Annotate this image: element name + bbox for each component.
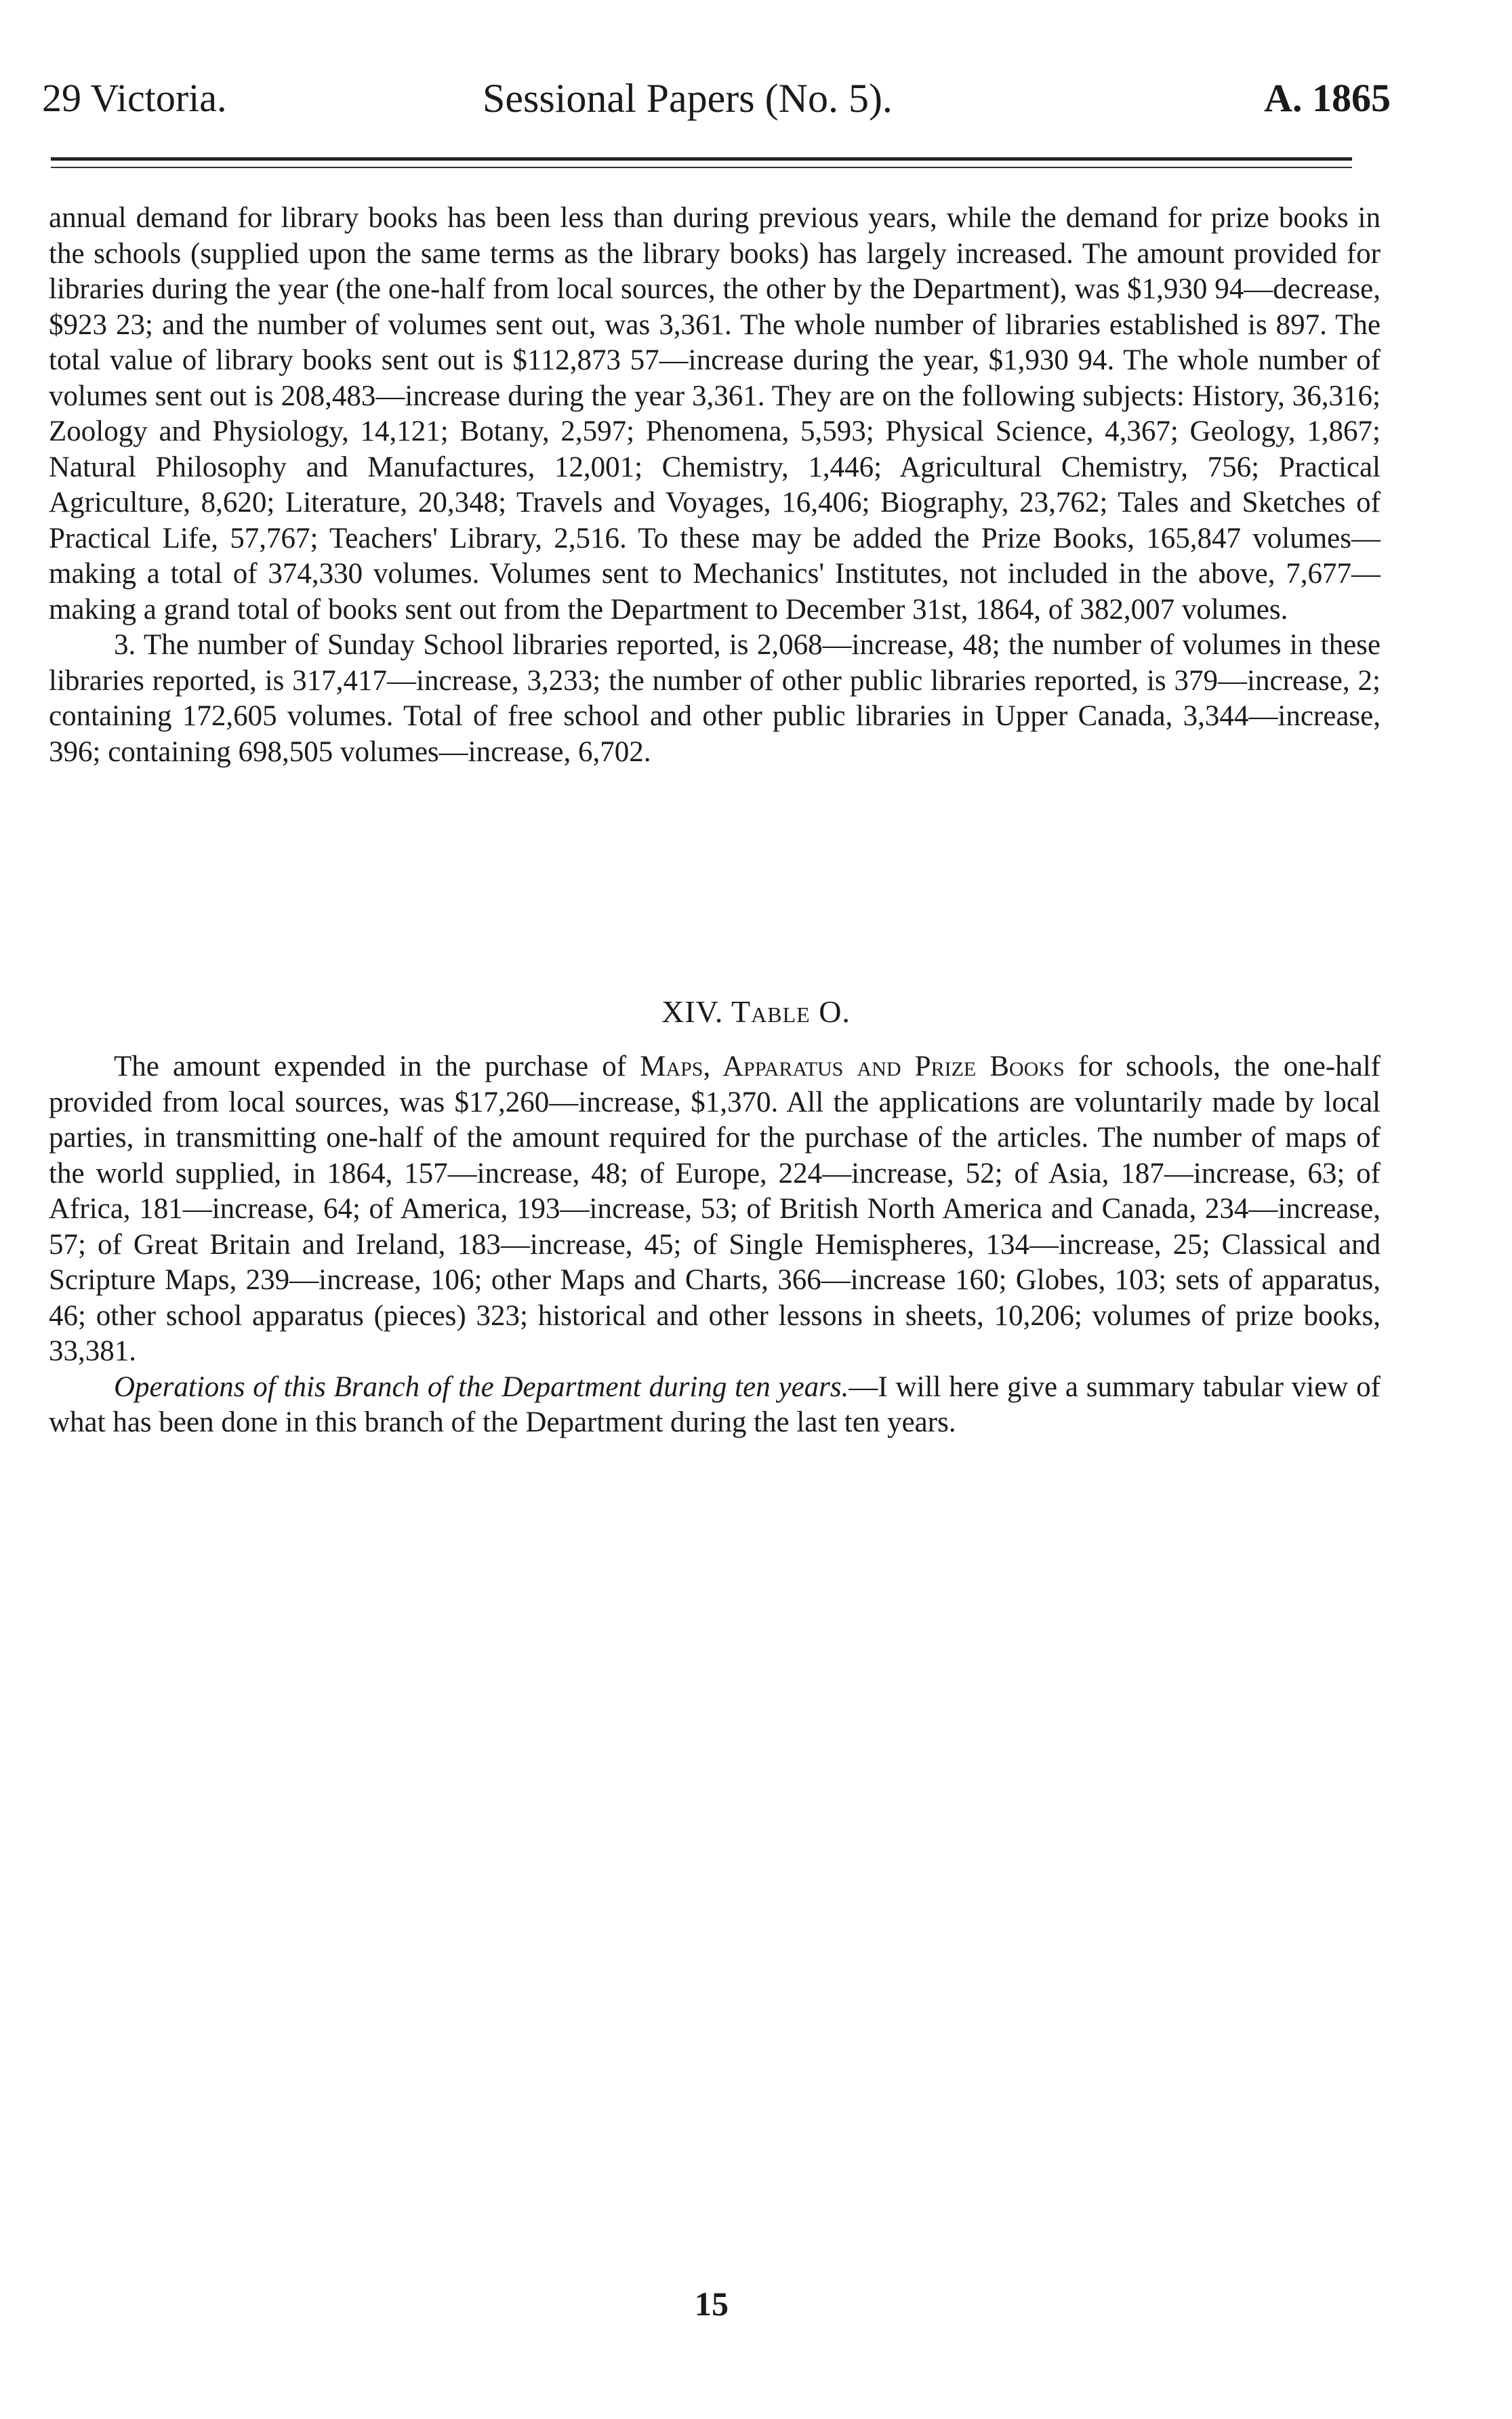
paragraph-sunday-school-libraries: 3. The number of Sunday School libraries reported, is 2,068—increase, 48; the number of volumes in these libraries reported, is 317,417—increase, 3,233; the number of other public libraries reported, is 379—increase, 2; containing 172,605 volumes. Total of free school and other public libraries in Upper Canada, 3,344—increase, 396; containing 698,505 volumes—increase, 6,702. xyxy=(49,629,1381,768)
paragraph-maps-rest: for schools, the one-half provided from local sources, was $17,260—increase, $1,370. All the applications are voluntarily made by local parties, in transmitting one-half of the amount required for the purchase of the articles. The number of maps of the world supplied, in 1864, 157—increase, 48; of Europe, 224—increase, 52; of Asia, 187—increase, 63; of Africa, 181—increase, 64; of America, 193—increase, 53; of British North America and Canada, 234—increase, 57; of Great Britain and Ireland, 183—increase, 45; of Single Hemispheres, 134—increase, 25; Classical and Scripture Maps, 239—increase, 106; other Maps and Charts, 366—increase 160; Globes, 103; sets of apparatus, 46; other school apparatus (pieces) 323; historical and other lessons in sheets, 10,206; volumes of prize books, 33,381. xyxy=(49,1051,1381,1367)
paragraph-libraries-summary: annual demand for library books has been less than during previous years, while the demand for prize books in the schools (supplied upon the same terms as the library books) has largely increased. The amount provided for libraries during the year (the one-half from local sources, the other by the Department), was $1,930 94—decrease, $923 23; and the number of volumes sent out, was 3,361. The whole number of libraries established is 897. The total value of library books sent out is $112,873 57—increase during the year, $1,930 94. The whole number of volumes sent out is 208,483—increase during the year 3,361. They are on the following subjects: History, 36,316; Zoology and Physiology, 14,121; Botany, 2,597; Phenomena, 5,593; Physical Science, 4,367; Geology, 1,867; Natural Philosophy and Manufactures, 12,001; Chemistry, 1,446; Agricultural Chemistry, 756; Practical Agriculture, 8,620; Literature, 20,348; Travels and Voyages, 16,406; Biography, 23,762; Tales and Sketches of Practical Life, 57,767; Teachers' Library, 2,516. To these may be added the Prize Books, 165,847 volumes—making a total of 374,330 volumes. Volumes sent to Mechanics' Institutes, not included in the above, 7,677—making a grand total of books sent out from the Department to December 31st, 1864, of 382,007 volumes. xyxy=(49,202,1381,626)
section-heading-text: XIV. Table O. xyxy=(661,994,851,1029)
body-text-bottom xyxy=(49,1049,1381,1441)
paragraph-operations xyxy=(49,1370,1381,1441)
paragraph-maps-apparatus xyxy=(49,1049,1381,1370)
paragraph-maps-lead: The amount expended in the purchase of xyxy=(114,1051,640,1082)
header-title: Sessional Papers (No. 5). xyxy=(483,76,893,121)
header-regnal-year: 29 Victoria. xyxy=(42,76,227,120)
body-text-top xyxy=(49,201,1381,770)
header-year: A. 1865 xyxy=(1264,76,1391,120)
paragraph-operations-rest: —I will here give a summary tabular view of what has been done in this branch of the Department during the last ten years. xyxy=(49,1370,1381,1438)
section-heading xyxy=(0,981,1512,1042)
paragraph-maps-caps: Maps, Apparatus and Prize Books xyxy=(640,1051,1065,1082)
page-header xyxy=(42,68,1391,129)
page-number: 15 xyxy=(695,2285,729,2323)
header-rule-thin xyxy=(51,167,1352,168)
paragraph-operations-italic: Operations of this Branch of the Department during ten years. xyxy=(114,1370,849,1403)
header-rule-thick xyxy=(51,157,1352,161)
